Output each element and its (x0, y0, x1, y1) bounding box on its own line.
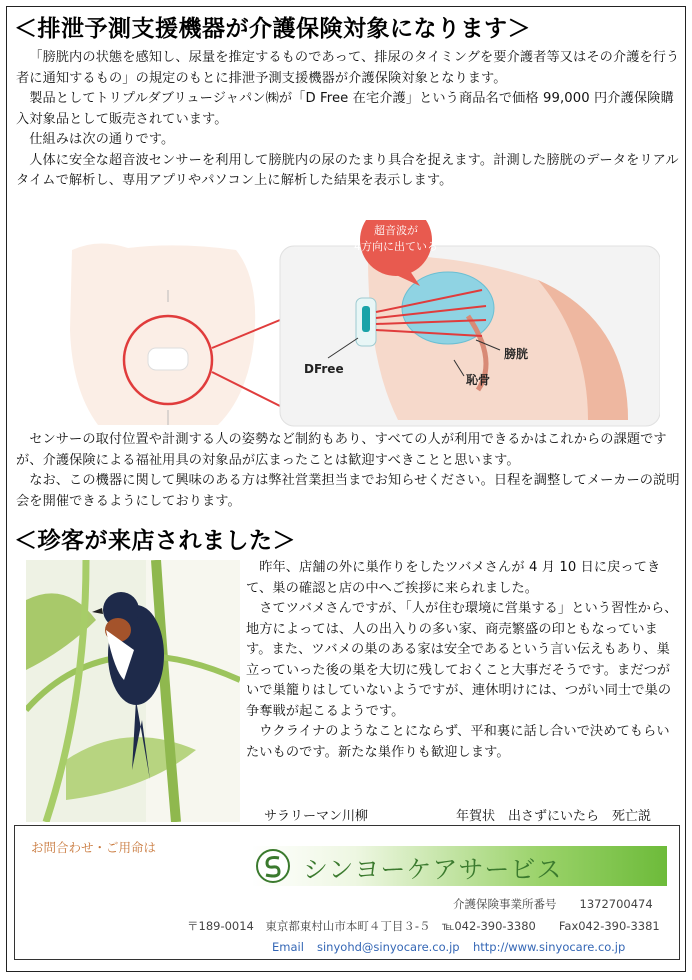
paragraph: センサーの取付位置や計測する人の姿勢など制約もあり、すべての人が利用できるかはこれからの課題ですが、介護保険による福祉用具の対象品が広まったことは歓迎すべきことと思います。 (16, 432, 667, 468)
label-pubis: 恥骨 (466, 373, 491, 387)
email-label: Email (272, 940, 304, 954)
company-logo-icon (255, 848, 291, 884)
paragraph: ウクライナのようなことにならず、平和裏に話し合いで決めてもらいたいものです。新たな巣作りも歓迎します。 (246, 724, 670, 760)
email-link[interactable]: sinyohd@sinyocare.co.jp (317, 940, 460, 954)
dfree-illustration (68, 220, 660, 430)
swallow-photo (26, 560, 240, 822)
section2-heading: ＜珍客が来店されました＞ (14, 528, 296, 554)
website-link[interactable]: http://www.sinyocare.co.jp (473, 940, 626, 954)
section2-body (246, 558, 680, 763)
label-device: DFree (304, 362, 344, 376)
company-name: シンヨーケアサービス (303, 855, 563, 884)
label-bladder: 膀胱 (504, 347, 529, 361)
address: 〒189-0014 東京都東村山市本町４丁目３-５ ℡042-390-3380 Fax042-390-3381 (187, 919, 660, 933)
paragraph: 昨年、店舗の外に巣作りをしたツバメさんが 4 月 10 日に戻ってきて、巣の確認と店の中へご挨拶に来られました。 (246, 560, 661, 596)
paragraph: 人体に安全な超音波センサーを利用して膀胱内の尿のたまり具合を捉えます。計測した膀胱のデータをリアルタイムで解析し、専用アプリやパソコン上に解析した結果を表示します。 (16, 152, 679, 188)
paragraph: 仕組みは次の通りです。 (29, 132, 175, 147)
contact-box (14, 825, 680, 960)
bubble-line2: 4方向に出ている (354, 240, 438, 253)
section1-heading: ＜排泄予測支援機器が介護保険対象になります＞ (14, 16, 531, 42)
license-number: 介護保険事業所番号 1372700474 (453, 897, 653, 911)
paragraph: 製品としてトリプルダブリュージャパン㈱が「D Free 在宅介護」という商品名で価格 99,000 円介護保険購入対象品として販売されています。 (16, 91, 674, 127)
paragraph: 「膀胱内の状態を感知し、尿量を推定するものであって、排尿のタイミングを要介護者等又はその介護を行う者に通知するもの」の規定のもとに排泄予測支援機器が介護保険対象となります。 (16, 50, 680, 86)
paragraph: さてツバメさんですが、「人が住む環境に営巣する」という習性から、地方によっては、人の出入りの多い家、商売繁盛の印ともなっています。また、ツバメの巣のある家は安全であるという言い伝えもあり、巣立っていった後の巣を大切に残しておくこと大事だそうです。まだつがいで巣籠りはしていないようですが、連休明けには、つがい同士で巣の争奪戦が起こるようです。 (246, 601, 678, 719)
section1-body-after (16, 430, 680, 512)
section1-body (16, 48, 680, 192)
senryu-label: サラリーマン川柳 (264, 809, 369, 824)
company-logo-bar (251, 846, 667, 886)
contact-label: お問合わせ・ご用命は (31, 840, 157, 855)
paragraph: なお、この機器に関して興味のある方は弊社営業担当までお知らせください。日程を調整してメーカーの説明会を開催できるようにしております。 (16, 473, 680, 509)
bubble-line1: 超音波が (374, 224, 418, 237)
senryu-text: 年賀状 出さずにいたら 死亡説 (456, 809, 652, 824)
